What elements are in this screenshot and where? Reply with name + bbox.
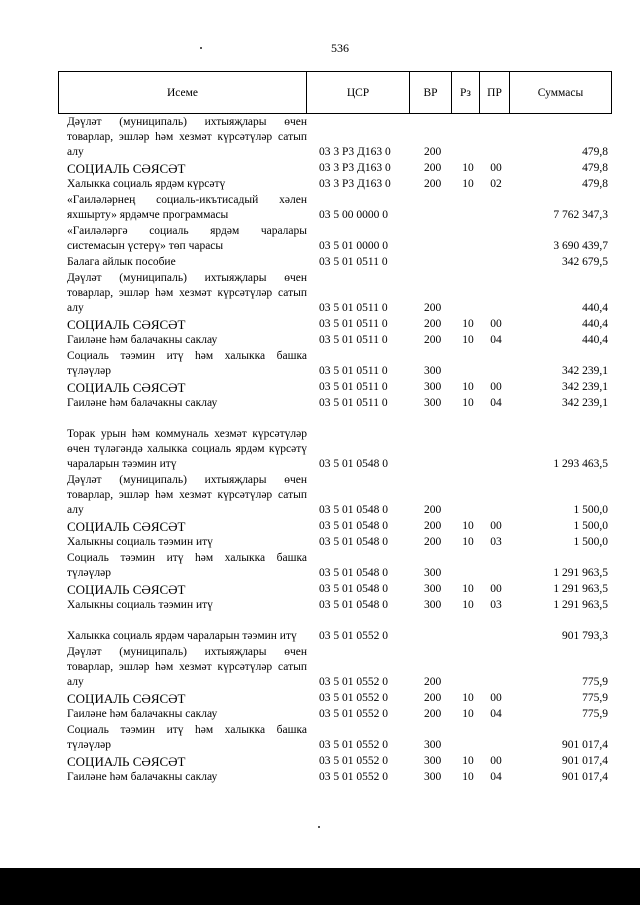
row-name: «Гаиләләрнең социаль-икътисадый хәлен яхшырту» ярдәмче программасы	[67, 194, 307, 221]
table-row	[0, 581, 640, 597]
table-row	[0, 192, 640, 223]
table-row	[0, 472, 640, 518]
page-number: 536	[331, 41, 349, 55]
header-name: Исеме	[59, 72, 307, 114]
row-vr: 300	[424, 599, 442, 611]
row-vr: 200	[424, 146, 442, 158]
row-rz: 10	[462, 162, 474, 174]
row-name: Дәүләт (муниципаль) ихтыяҗлары өчен товарлар, эшләр һәм хезмәт күрсәтүләр сатып алу	[67, 646, 307, 688]
table-row	[0, 534, 640, 550]
table-row	[0, 613, 640, 644]
table-row	[0, 332, 640, 348]
row-rz: 10	[462, 381, 474, 393]
row-csr: 03 5 01 0511 0	[319, 397, 388, 409]
row-name: Дәүләт (муниципаль) ихтыяҗлары өчен товарлар, эшләр һәм хезмәт күрсәтүләр сатып алу	[67, 116, 307, 158]
table-row	[0, 316, 640, 332]
header-sum: Суммасы	[510, 72, 612, 114]
row-csr: 03 5 01 0511 0	[319, 334, 388, 346]
table-row	[0, 769, 640, 785]
row-sum: 479,8	[582, 162, 608, 174]
row-name: СОЦИАЛЬ СӘЯСӘТ	[67, 754, 186, 769]
row-vr: 300	[424, 583, 442, 595]
row-rz: 10	[462, 318, 474, 330]
row-csr: 03 5 01 0552 0	[319, 630, 388, 642]
row-name: СОЦИАЛЬ СӘЯСӘТ	[67, 519, 186, 534]
row-rz: 10	[462, 755, 474, 767]
table-row	[0, 722, 640, 753]
row-name: СОЦИАЛЬ СӘЯСӘТ	[67, 691, 186, 706]
row-vr: 300	[424, 771, 442, 783]
table-row	[0, 597, 640, 613]
row-sum: 775,9	[582, 676, 608, 688]
row-csr: 03 3 Р3 Д163 0	[319, 146, 391, 158]
row-name: «Гаиләләргә социаль ярдәм чаралары системасын үстерү» төп чарасы	[67, 225, 307, 252]
row-vr: 200	[424, 318, 442, 330]
header-vr: ВР	[410, 72, 452, 114]
row-pr: 00	[490, 318, 502, 330]
row-csr: 03 5 01 0548 0	[319, 536, 388, 548]
row-sum: 7 762 347,3	[553, 209, 608, 221]
row-name: Дәүләт (муниципаль) ихтыяҗлары өчен товарлар, эшләр һәм хезмәт күрсәтүләр сатып алу	[67, 272, 307, 314]
row-sum: 901 017,4	[562, 771, 608, 783]
table-row	[0, 176, 640, 192]
row-vr: 200	[424, 520, 442, 532]
row-csr: 03 5 01 0511 0	[319, 302, 388, 314]
row-name: Гаиләне һәм балачакны саклау	[67, 397, 218, 409]
row-sum: 342 239,1	[562, 381, 608, 393]
row-rz: 10	[462, 520, 474, 532]
row-name: Торак урын һәм коммуналь хезмәт күрсәтүләр өчен түләгәндә халыкка социаль ярдәм күрсәтү чараларын тәэмин итү	[67, 428, 307, 470]
row-csr: 03 5 01 0000 0	[319, 240, 388, 252]
header-pr: ПР	[480, 72, 510, 114]
row-sum: 342 239,1	[562, 397, 608, 409]
row-sum: 342 239,1	[562, 365, 608, 377]
table-row	[0, 550, 640, 581]
row-csr: 03 5 01 0511 0	[319, 318, 388, 330]
row-sum: 1 500,0	[573, 504, 608, 516]
row-vr: 300	[424, 739, 442, 751]
table-row	[0, 395, 640, 411]
row-rz: 10	[462, 536, 474, 548]
row-csr: 03 5 00 0000 0	[319, 209, 388, 221]
row-csr: 03 5 01 0548 0	[319, 504, 388, 516]
row-name: Социаль тәэмин итү һәм халыкка башка түләүләр	[67, 724, 307, 751]
row-vr: 200	[424, 504, 442, 516]
table-row	[0, 270, 640, 316]
row-name: Гаиләне һәм балачакны саклау	[67, 334, 218, 346]
row-csr: 03 5 01 0552 0	[319, 771, 388, 783]
row-name: СОЦИАЛЬ СӘЯСӘТ	[67, 317, 186, 332]
row-pr: 00	[490, 520, 502, 532]
row-sum: 1 291 963,5	[553, 599, 608, 611]
row-name: СОЦИАЛЬ СӘЯСӘТ	[67, 582, 186, 597]
row-csr: 03 5 01 0548 0	[319, 458, 388, 470]
row-sum: 1 500,0	[573, 536, 608, 548]
row-pr: 00	[490, 755, 502, 767]
row-vr: 200	[424, 708, 442, 720]
row-name: Балага айлык пособие	[67, 256, 176, 268]
table-row	[0, 753, 640, 769]
table-body	[0, 114, 640, 785]
row-pr: 04	[490, 334, 502, 346]
row-vr: 300	[424, 397, 442, 409]
scan-speck	[200, 47, 202, 49]
row-rz: 10	[462, 178, 474, 190]
row-sum: 1 500,0	[573, 520, 608, 532]
row-vr: 200	[424, 162, 442, 174]
table-row	[0, 706, 640, 722]
header-rz: Рз	[452, 72, 480, 114]
row-vr: 200	[424, 676, 442, 688]
row-name: Социаль тәэмин итү һәм халыкка башка түләүләр	[67, 552, 307, 579]
row-name: СОЦИАЛЬ СӘЯСӘТ	[67, 380, 186, 395]
row-rz: 10	[462, 599, 474, 611]
row-rz: 10	[462, 771, 474, 783]
row-name: Халыкка социаль ярдәм чараларын тәэмин итү	[67, 630, 297, 642]
row-vr: 200	[424, 536, 442, 548]
table-row	[0, 379, 640, 395]
row-pr: 00	[490, 583, 502, 595]
row-name: Халыкны социаль тәэмин итү	[67, 536, 213, 548]
row-csr: 03 5 01 0511 0	[319, 381, 388, 393]
table-row	[0, 518, 640, 534]
table-row	[0, 411, 640, 472]
scan-speck	[318, 826, 320, 828]
row-csr: 03 5 01 0548 0	[319, 567, 388, 579]
row-sum: 901 793,3	[562, 630, 608, 642]
row-pr: 04	[490, 708, 502, 720]
table-row	[0, 348, 640, 379]
row-name: Халыкны социаль тәэмин итү	[67, 599, 213, 611]
row-pr: 00	[490, 381, 502, 393]
row-sum: 3 690 439,7	[553, 240, 608, 252]
row-rz: 10	[462, 334, 474, 346]
row-vr: 200	[424, 334, 442, 346]
row-csr: 03 5 01 0552 0	[319, 755, 388, 767]
row-pr: 03	[490, 599, 502, 611]
table-header	[58, 71, 612, 114]
row-vr: 200	[424, 178, 442, 190]
row-vr: 200	[424, 692, 442, 704]
row-csr: 03 5 01 0552 0	[319, 739, 388, 751]
row-sum: 342 679,5	[562, 256, 608, 268]
row-pr: 04	[490, 397, 502, 409]
row-name: СОЦИАЛЬ СӘЯСӘТ	[67, 161, 186, 176]
row-sum: 901 017,4	[562, 755, 608, 767]
row-sum: 1 293 463,5	[553, 458, 608, 470]
table-row	[0, 114, 640, 160]
row-rz: 10	[462, 708, 474, 720]
row-pr: 00	[490, 692, 502, 704]
row-sum: 440,4	[582, 318, 608, 330]
row-vr: 200	[424, 302, 442, 314]
row-sum: 440,4	[582, 334, 608, 346]
row-pr: 02	[490, 178, 502, 190]
row-pr: 03	[490, 536, 502, 548]
row-csr: 03 5 01 0552 0	[319, 692, 388, 704]
row-rz: 10	[462, 692, 474, 704]
table-row	[0, 690, 640, 706]
row-pr: 00	[490, 162, 502, 174]
table-row	[0, 254, 640, 270]
row-csr: 03 3 Р3 Д163 0	[319, 178, 391, 190]
row-csr: 03 5 01 0511 0	[319, 256, 388, 268]
row-csr: 03 5 01 0548 0	[319, 583, 388, 595]
row-sum: 440,4	[582, 302, 608, 314]
row-csr: 03 5 01 0552 0	[319, 708, 388, 720]
row-name: Социаль тәэмин итү һәм халыкка башка түләүләр	[67, 350, 307, 377]
row-sum: 479,8	[582, 178, 608, 190]
row-name: Гаиләне һәм балачакны саклау	[67, 708, 218, 720]
row-sum: 1 291 963,5	[553, 567, 608, 579]
row-csr: 03 5 01 0552 0	[319, 676, 388, 688]
row-csr: 03 3 Р3 Д163 0	[319, 162, 391, 174]
row-pr: 04	[490, 771, 502, 783]
row-vr: 300	[424, 567, 442, 579]
row-name: Дәүләт (муниципаль) ихтыяҗлары өчен товарлар, эшләр һәм хезмәт күрсәтүләр сатып алу	[67, 474, 307, 516]
row-csr: 03 5 01 0511 0	[319, 365, 388, 377]
row-sum: 479,8	[582, 146, 608, 158]
row-name: Гаиләне һәм балачакны саклау	[67, 771, 218, 783]
row-vr: 300	[424, 381, 442, 393]
row-sum: 901 017,4	[562, 739, 608, 751]
row-sum: 1 291 963,5	[553, 583, 608, 595]
row-rz: 10	[462, 583, 474, 595]
header-csr: ЦСР	[307, 72, 410, 114]
row-sum: 775,9	[582, 692, 608, 704]
scan-border	[0, 868, 640, 905]
row-rz: 10	[462, 397, 474, 409]
row-sum: 775,9	[582, 708, 608, 720]
table-row	[0, 160, 640, 176]
table-row	[0, 223, 640, 254]
row-csr: 03 5 01 0548 0	[319, 520, 388, 532]
row-csr: 03 5 01 0548 0	[319, 599, 388, 611]
row-vr: 300	[424, 365, 442, 377]
table-row	[0, 644, 640, 690]
row-name: Халыкка социаль ярдәм күрсәтү	[67, 178, 226, 190]
row-vr: 300	[424, 755, 442, 767]
